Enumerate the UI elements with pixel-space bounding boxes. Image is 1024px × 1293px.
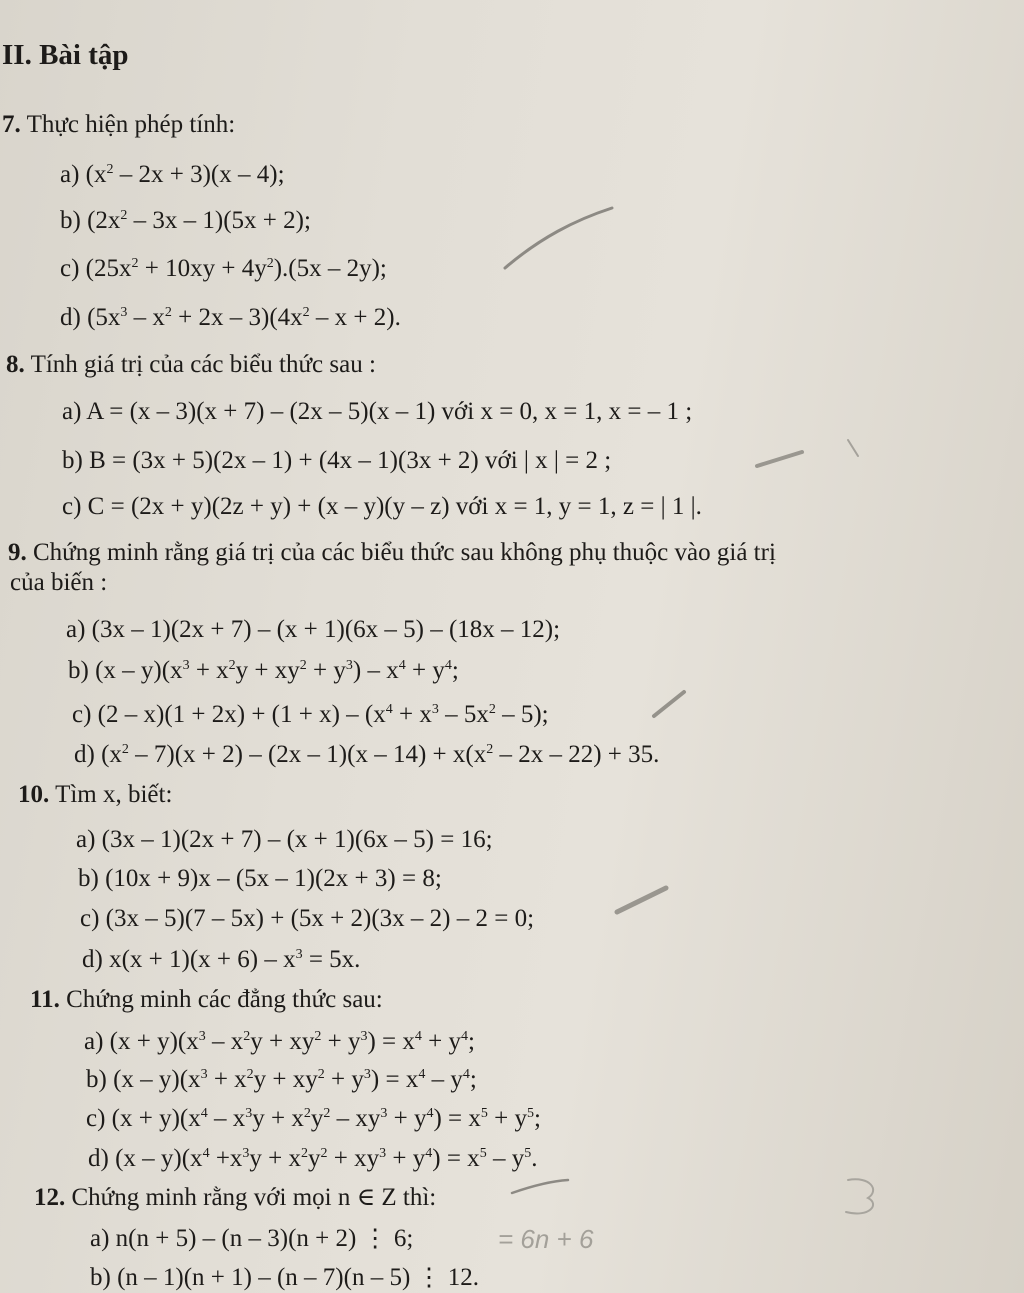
item-expression: $(x + y)(x^4 - x^3y + x^2y^2 - xy^3 + y^4) = x^5 + y^5$; bbox=[111, 1105, 541, 1132]
pencil-stroke bbox=[505, 208, 612, 268]
item-label: b) bbox=[68, 657, 89, 684]
pencil-stroke bbox=[512, 1180, 568, 1193]
item-label: c) bbox=[72, 701, 92, 728]
item-label: b) bbox=[62, 447, 83, 474]
item-label: d) bbox=[60, 304, 81, 331]
exercise-number: 12. bbox=[34, 1184, 66, 1211]
exercise-prompt: Tính giá trị của các biểu thức sau : bbox=[30, 351, 376, 378]
item-label: c) bbox=[60, 255, 80, 282]
exercise-prompt: Chứng minh rằng giá trị của các biểu thức sau không phụ thuộc vào giá trị bbox=[33, 539, 776, 566]
exercise-prompt: Chứng minh các đẳng thức sau: bbox=[66, 986, 383, 1013]
item-expression: $(x + y)(x^3 - x^2y + xy^2 + y^3) = x^4 + y^4$; bbox=[109, 1028, 475, 1055]
item-expression: (10x + 9)x – (5x – 1)(2x + 3) = 8; bbox=[105, 865, 442, 892]
exercise-number: 10. bbox=[18, 781, 50, 808]
item-expression: $(2x^2 - 3x - 1)(5x + 2)$; bbox=[87, 207, 311, 234]
item-expression: $(x - y)(x^4 +x^3y + x^2y^2 + xy^3 + y^4) = x^5 - y^5$. bbox=[115, 1145, 538, 1172]
item-label: c) bbox=[80, 905, 100, 932]
item-expression: (3x – 1)(2x + 7) – (x + 1)(6x – 5) – (18x – 12); bbox=[91, 616, 561, 643]
item-label: b) bbox=[90, 1264, 111, 1291]
item-expression: $(x^2 - 7)(x + 2) - (2x - 1)(x - 14) + x(x^2 - 2x - 22) + 35$. bbox=[101, 741, 660, 768]
exercise-number: 9. bbox=[8, 539, 27, 566]
pencil-stroke bbox=[757, 452, 802, 466]
item-label: a) bbox=[84, 1028, 104, 1055]
item-label: d) bbox=[88, 1145, 109, 1172]
item-label: a) bbox=[76, 826, 96, 853]
item-label: b) bbox=[86, 1066, 107, 1093]
pencil-stroke bbox=[846, 1179, 873, 1213]
pencil-stroke bbox=[848, 440, 858, 456]
item-label: b) bbox=[78, 865, 99, 892]
item-label: a) bbox=[90, 1225, 110, 1252]
exercise-prompt: Thực hiện phép tính: bbox=[26, 111, 236, 138]
section-title: II. Bài tập bbox=[2, 39, 129, 71]
exercise-prompt: Tìm x, biết: bbox=[55, 781, 173, 808]
item-label: c) bbox=[86, 1105, 106, 1132]
item-expression: (3x – 5)(7 – 5x) + (5x + 2)(3x – 2) – 2 = 0; bbox=[105, 905, 535, 932]
item-expression: A = (x – 3)(x + 7) – (2x – 5)(x – 1) với x = 0, x = 1, x = – 1 ; bbox=[86, 398, 693, 425]
item-expression: $(x - y)(x^3 + x^2y + xy^2 + y^3) - x^4 + y^4$; bbox=[95, 657, 459, 684]
exercise-prompt: Chứng minh rằng với mọi n ∈ Z thì: bbox=[71, 1184, 437, 1211]
item-label: a) bbox=[60, 161, 80, 188]
item-expression: n(n + 5) – (n – 3)(n + 2) ⋮ 6; bbox=[115, 1225, 414, 1252]
item-expression: B = (3x + 5)(2x – 1) + (4x – 1)(3x + 2) với | x | = 2 ; bbox=[89, 447, 612, 474]
item-expression: $(x - y)(x^3 + x^2y + xy^2 + y^3) = x^4 - y^4$; bbox=[113, 1066, 477, 1093]
exercise-number: 8. bbox=[6, 351, 25, 378]
item-expression: C = (2x + y)(2z + y) + (x – y)(y – z) với x = 1, y = 1, z = | 1 |. bbox=[87, 493, 702, 520]
item-expression: (n – 1)(n + 1) – (n – 7)(n – 5) ⋮ 12. bbox=[117, 1264, 480, 1291]
item-expression: $(25x^2 + 10xy + 4y^2).(5x - 2y)$; bbox=[85, 255, 387, 282]
pencil-stroke bbox=[654, 692, 684, 716]
item-expression: $(2 - x)(1 + 2x) + (1 + x) - (x^4 + x^3 - 5x^2 - 5)$; bbox=[97, 701, 549, 728]
item-label: d) bbox=[74, 741, 95, 768]
item-label: a) bbox=[62, 398, 82, 425]
item-label: b) bbox=[60, 207, 81, 234]
pencil-stroke bbox=[617, 888, 666, 912]
exercise-number: 11. bbox=[30, 986, 60, 1013]
item-label: d) bbox=[82, 946, 103, 973]
item-expression: $(5x^3 - x^2 + 2x - 3)(4x^2 - x + 2)$. bbox=[87, 304, 401, 331]
item-label: c) bbox=[62, 493, 82, 520]
item-label: a) bbox=[66, 616, 86, 643]
handwritten-note: = 6n + 6 bbox=[498, 1224, 594, 1254]
exercise-number: 7. bbox=[2, 111, 21, 138]
item-expression: $(x^2 - 2x + 3)(x - 4)$; bbox=[85, 161, 285, 188]
item-expression: (3x – 1)(2x + 7) – (x + 1)(6x – 5) = 16; bbox=[101, 826, 493, 853]
item-expression: $x(x + 1)(x + 6) - x^3 = 5x$. bbox=[109, 946, 361, 973]
exercise-9-prompt-cont: của biến : bbox=[10, 569, 108, 596]
